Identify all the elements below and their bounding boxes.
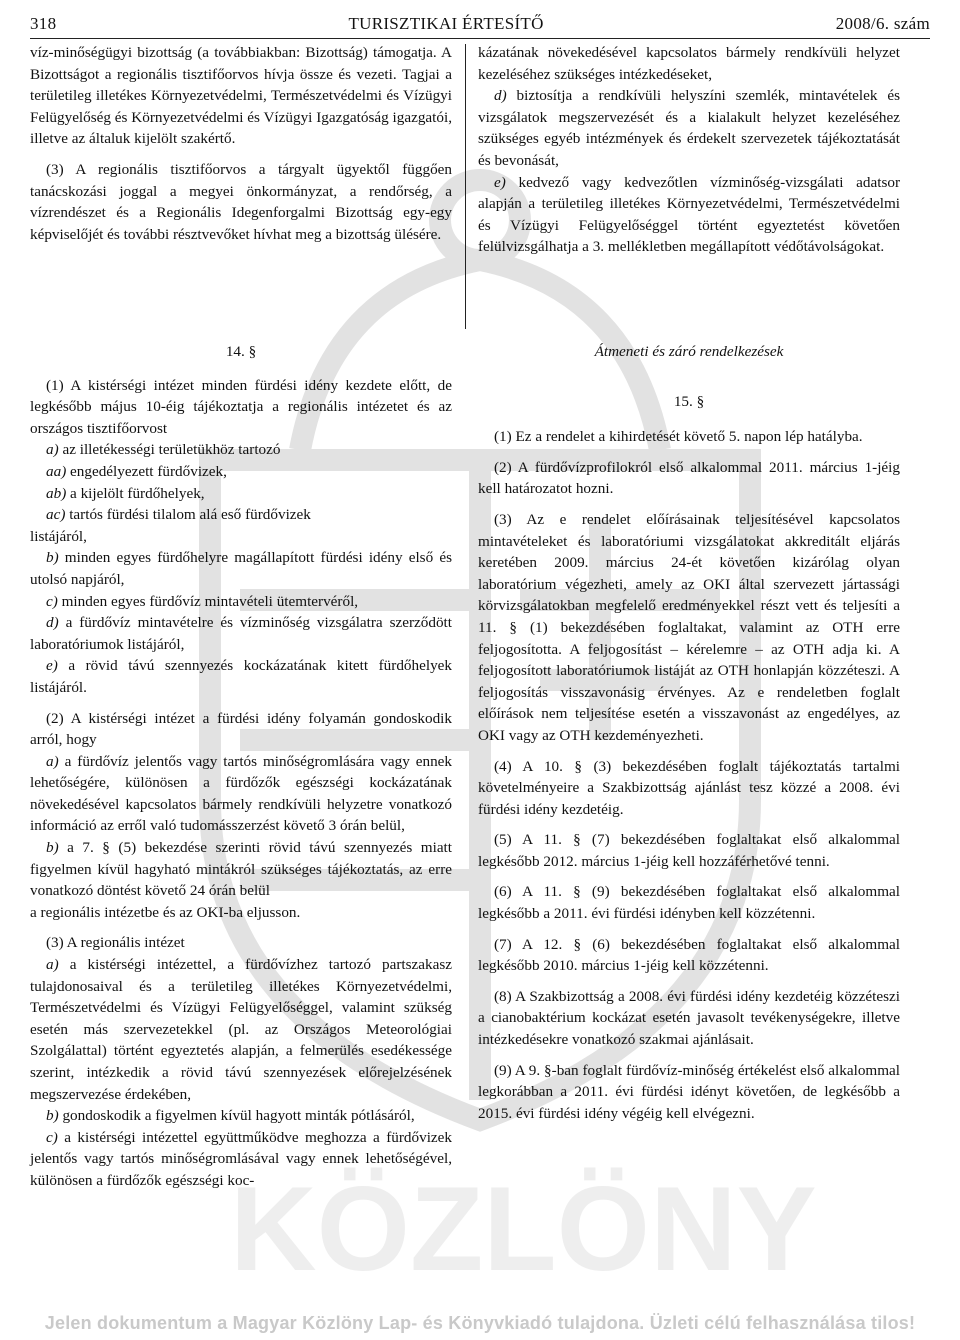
list-item	[478, 85, 900, 171]
journal-title: TURISZTIKAI ÉRTESÍTŐ	[348, 14, 544, 33]
page-number: 318	[30, 14, 57, 33]
item-label: b)	[46, 549, 59, 567]
list-item	[30, 837, 452, 902]
item-text: a kijelölt fürdőhelyek,	[66, 484, 205, 502]
item-label: d)	[46, 614, 59, 632]
paragraph: (3) A regionális intézet	[46, 934, 185, 952]
list-item	[30, 954, 452, 1105]
list-item	[30, 1127, 452, 1192]
paragraph: (2) A kistérségi intézet a fürdési idény folyamán gondoskodik arról, hogy	[30, 709, 452, 749]
item-label: aa)	[46, 462, 67, 480]
paragraph: (5) A 11. § (7) bekezdésében foglaltakat első alkalommal legkésőbb 2012. március 1-jéig kell hozzáférhetővé tenni.	[478, 831, 900, 870]
page-header	[30, 8, 930, 34]
list-item	[30, 504, 452, 526]
item-label: b)	[46, 839, 59, 857]
item-label: b)	[46, 1107, 59, 1125]
item-label: a)	[46, 956, 59, 974]
item-text: tartós fürdési tilalom alá eső fürdővizek	[65, 506, 311, 524]
item-text: gondoskodik a figyelmen kívül hagyott minták pótlásáról,	[58, 1107, 415, 1125]
paragraph: kázatának növekedésével kapcsolatos bármely rendkívüli helyzet kezeléséhez szükséges intézkedéseket,	[478, 44, 900, 83]
item-label: ab)	[46, 484, 67, 502]
item-label: a)	[46, 441, 59, 459]
paragraph: (2) A fürdővízprofilokról első alkalommal 2011. március 1-jéig kell határozatot hozni.	[478, 458, 900, 498]
right-column-top	[478, 42, 900, 258]
list-item	[30, 591, 452, 613]
right-column-bottom	[478, 341, 900, 1124]
paragraph: (7) A 12. § (6) bekezdésében foglaltakat első alkalommal legkésőbb 2010. március 1-jéig kell közzétenni.	[478, 935, 900, 975]
list-item	[30, 655, 452, 698]
svg-text:KÖZLÖNY: KÖZLÖNY	[230, 1162, 817, 1296]
item-text: kedvező vagy kedvezőtlen vízminőség-vizsgálati adatsor alapján a területileg illetékes Környezetvédelmi, Természetvédelmi és Vízügyi Felügyelőséggel történt egyeztetést követően felülvizsgálhatja a 3. mellékletben megállapított védőtávolságokat.	[478, 173, 900, 256]
issue-number: 2008/6. szám	[835, 14, 930, 33]
paragraph: (3) A regionális tisztifőorvos a tárgyalt ügyektől függően tanácskozási joggal a megyei önkormányzat, a rendőrség, a vízrendészet és a Regionális Idegenforgalmi Bizottság egy-egy képviselőjét és további résztvevőket hívhat meg a bizottság ülésére.	[30, 160, 452, 243]
item-text: a fürdővíz mintavételre és vízminőség vizsgálatra szerződött laboratóriumok listájáról,	[30, 614, 452, 653]
item-label: c)	[46, 1128, 58, 1146]
left-column-bottom	[30, 341, 452, 1192]
item-label: ac)	[46, 506, 66, 524]
list-item	[30, 751, 452, 837]
left-column-top	[30, 42, 452, 245]
list-item	[30, 1105, 452, 1127]
item-text: biztosítja a rendkívüli helyszíni szemlék, mintavételek és vizsgálatok megszervezését és a kialakult helyzet kezeléséhez szükséges egyéb intézmények és érdekelt szervezetek tájékoztatását és bevonását,	[478, 87, 900, 169]
item-text: engedélyezett fürdővizek,	[66, 462, 227, 480]
item-text: a kistérségi intézettel, a fürdővízhez tartozó partszakasz tulajdonosaival és a területileg illetékes Környezetvédelmi, Természetvédelmi és Vízügyi Felügyelőséggel, valamint szükség esetén más szervezetekkel (pl. az Országos Meteorológiai Szolgálattal) történt egyeztetés alapján, a felmerülés esedékessége szerint, intézkedik a rövid távú szennyezések előrejelzésének megszervezése érdekében,	[30, 956, 452, 1103]
item-label: d)	[494, 87, 507, 105]
paragraph: a regionális intézetbe és az OKI-ba eljusson.	[30, 903, 301, 921]
item-label: e)	[494, 173, 506, 191]
list-item	[30, 461, 452, 483]
paragraph: (1) Ez a rendelet a kihirdetését követő 5. napon lép hatályba.	[494, 428, 863, 446]
paragraph: (3) Az e rendelet előírásainak teljesítésével kapcsolatos mintavételeket és laboratóriumi vizsgálatokat akkreditált eljárás keretében 2009. március 24-ét követően kizárólag olyan laboratórium végezheti, amely az OKI által szervezett jártassági körvizsgálatokban megfelelő eredményekkel részt vett és teljesíti a 11. § (1) bekezdésében foglaltakat, valamint az OTH erre feljogosította. A feljogosítást – kérelemre – az OTH adja ki. A feljogosított laboratóriumok listáját az OTH honlapján közzéteszi. A feljogosítás visszavonásig érvényes. Az e rendeletben foglalt előírások nem teljesítése esetén a visszavonást az engedélyes, az OKI vagy az OTH kezdeményezheti.	[478, 510, 900, 744]
section-heading-14: 14. §	[225, 343, 257, 360]
list-item	[30, 612, 452, 655]
item-text: a fürdővíz jelentős vagy tartós minőségromlására vagy ennek lehetőségére, különösen a fürdőzők egészségi kockázatának növekedésével kapcsolatos bármely rendkívüli helyzetre vonatkozó információ az erről való tudomásszerzést követő 3 órán belül,	[30, 752, 452, 835]
item-text: a kistérségi intézettel együttműködve meghozza a fürdővizek jelentős vagy tartós minőségromlásával vagy ennek lehetőségével, különösen a fürdőzők egészségi koc-	[30, 1128, 452, 1189]
list-item	[30, 439, 452, 461]
item-label: a)	[46, 752, 59, 770]
list-item	[478, 172, 900, 258]
item-label: c)	[46, 592, 58, 610]
paragraph: (8) A Szakbizottság a 2008. évi fürdési idény kezdetéig közzéteszi a cianobaktérium kockázat esetén javasolt tevékenységekre, illetve intézkedésekre vonatkozó szakmai ajánlásait.	[478, 987, 900, 1049]
paragraph: (9) A 9. §-ban foglalt fürdővíz-minőség értékelést első alkalommal legkorábban a 2011. évi fürdési idényt követően, de legkésőbb a 2015. évi fürdési idény végéig kell elvégezni.	[478, 1061, 900, 1122]
item-text: a rövid távú szennyezés kockázatának kitett fürdőhelyek listájáról.	[30, 657, 452, 696]
header-rule	[30, 38, 930, 39]
item-text: az illetékességi területükhöz tartozó	[58, 441, 281, 459]
copyright-footer: Jelen dokumentum a Magyar Közlöny Lap- és Könyvkiadó tulajdona. Üzleti célú felhasználása tilos!	[44, 1313, 916, 1333]
column-divider	[465, 44, 466, 329]
paragraph: (4) A 10. § (3) bekezdésében foglalt tájékoztatás tartalmi követelményeire a Szakbizottság ajánlást tesz közzé a 2008. évi fürdési idény kezdetéig.	[478, 757, 900, 818]
item-label: e)	[46, 657, 58, 675]
item-text: minden egyes fürdővíz mintavételi ütemtervéről,	[57, 592, 359, 610]
paragraph: (1) A kistérségi intézet minden fürdési idény kezdete előtt, de legkésőbb május 10-éig tájékoztatja a regionális intézetet és az országos tisztifőorvost	[30, 376, 452, 437]
list-item	[30, 547, 452, 590]
section-heading-15: 15. §	[673, 392, 705, 410]
paragraph: listájáról,	[30, 527, 87, 545]
item-text: minden egyes fürdőhelyre magállapított fürdési idény első és utolsó napjáról,	[30, 549, 452, 588]
paragraph: (6) A 11. § (9) bekezdésében foglaltakat első alkalommal legkésőbb a 2011. évi fürdési idényben kell közzétenni.	[478, 883, 900, 923]
paragraph: víz-minőségügyi bizottság (a továbbiakban: Bizottság) támogatja. A Bizottságot a regionális tisztifőorvos hívja össze és vezeti. Tagjai a területileg illetékes Környezetvédelmi, Természetvédelmi és Vízügyi Felügyelőség és Környezetvédelmi és Vízügyi Igazgatóság igazgatói, illetve az általuk kijelölt szakértő.	[30, 44, 452, 148]
section-heading-transitional: Átmeneti és záró rendelkezések	[594, 343, 784, 360]
list-item	[30, 483, 452, 505]
item-text: a 7. § (5) bekezdése szerinti rövid távú szennyezés miatt figyelmen kívül hagyható mintákról szükséges tájékoztatás, az erre vonatkozó döntést követő 24 órán belül	[30, 839, 452, 900]
